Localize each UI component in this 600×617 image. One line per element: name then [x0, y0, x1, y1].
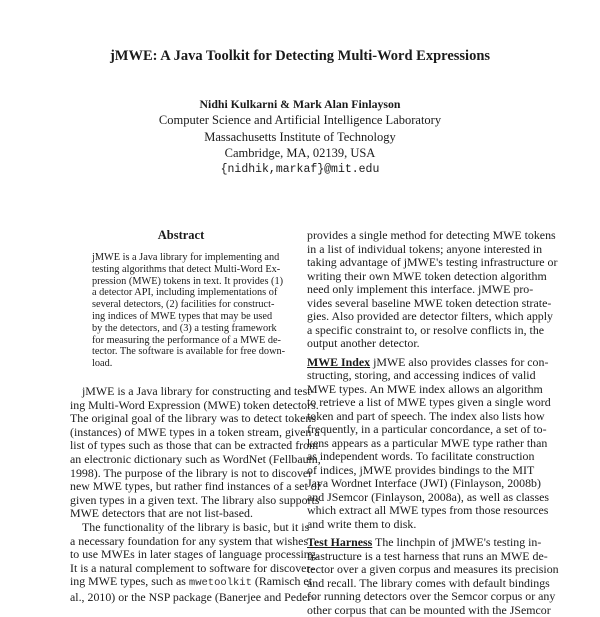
text-line: output another detector. [307, 337, 529, 351]
text-line: token and part of speech. The index also lists how [307, 410, 529, 424]
text-line: jMWE is a Java library for implementing and [92, 252, 270, 264]
text-line: need only implement this interface. jMWE pro- [307, 283, 529, 297]
text-line [70, 575, 288, 591]
text-line: several detectors, (2) facilities for construct- [92, 299, 270, 311]
address: Cambridge, MA, 02139, USA [0, 145, 600, 162]
text-line: and write them to disk. [307, 518, 529, 532]
text-line: to use MWEs in later stages of language processing. [70, 548, 288, 562]
text-line: testing algorithms that detect Multi-Word Ex- [92, 264, 270, 276]
abstract-heading: Abstract [92, 228, 270, 243]
text-line: frequently, in a particular concordance, a set of to- [307, 423, 529, 437]
text-line: ing indices of MWE types that may be used [92, 311, 270, 323]
affiliation: Computer Science and Artificial Intelligence Laboratory [0, 112, 600, 129]
text-line: a necessary foundation for any system that wishes [70, 535, 288, 549]
text-line: writing their own MWE token detection algorithm [307, 270, 529, 284]
text-line: tector over a given corpus and measures its precision [307, 563, 529, 577]
text-line: new MWE types, but rather find instances of a set of [70, 480, 288, 494]
text-line: structing, storing, and accessing indices of valid [307, 369, 529, 383]
section-heading: Test Harness [307, 535, 372, 549]
text-line: (instances) of MWE types in a token stream, given a [70, 426, 288, 440]
text-line: kens appears as a particular MWE type rather than [307, 437, 529, 451]
code-text: mwetoolkit [189, 577, 252, 589]
text-line: an electronic dictionary such as WordNet (Fellbaum, [70, 453, 288, 467]
text-line: Java Wordnet Interface (JWI) (Finlayson, 2008b) [307, 477, 529, 491]
text-line: in a list of individual tokens; anyone interested in [307, 243, 529, 257]
text-line: The functionality of the library is basic, but it is [70, 521, 288, 535]
text-span: (Ramisch et [252, 574, 312, 588]
text-line: jMWE is a Java library for constructing and test- [70, 385, 288, 399]
text-line: 1998). The purpose of the library is not to discover [70, 467, 288, 481]
text-line: load. [92, 358, 270, 370]
text-line: The original goal of the library was to detect tokens [70, 412, 288, 426]
text-span: jMWE also provides classes for con- [370, 355, 548, 369]
text-line: given types in a given text. The library also supports [70, 494, 288, 508]
text-line: which extract all MWE types from those resources [307, 504, 529, 518]
text-line: al., 2010) or the NSP package (Banerjee and Peder- [70, 591, 288, 605]
text-line: for measuring the performance of a MWE de- [92, 335, 270, 347]
text-line: other corpus that can be mounted with the JSemcor [307, 604, 529, 617]
authors: Nidhi Kulkarni & Mark Alan Finlayson [0, 96, 600, 113]
text-span: ing MWE types, such as [70, 574, 189, 588]
text-line: for running detectors over the Semcor corpus or any [307, 590, 529, 604]
abstract-body [92, 252, 270, 370]
text-line: to retrieve a list of MWE types given a single word [307, 396, 529, 410]
text-line: by the detectors, and (3) a testing framework [92, 323, 270, 335]
text-line: of indices, jMWE provides bindings to the MIT [307, 464, 529, 478]
right-column [307, 229, 529, 617]
text-line: gies. Also provided are detector filters, which apply [307, 310, 529, 324]
text-line: provides a single method for detecting MWE tokens [307, 229, 529, 243]
text-line [307, 536, 529, 550]
text-line: frastructure is a test harness that runs an MWE de- [307, 550, 529, 564]
text-span: The linchpin of jMWE's testing in- [372, 535, 541, 549]
paper-title: jMWE: A Java Toolkit for Detecting Multi-Word Expressions [0, 48, 600, 65]
text-line: It is a natural complement to software for discover- [70, 562, 288, 576]
section-heading: MWE Index [307, 355, 370, 369]
text-line: a specific constraint to, or resolve conflicts in, the [307, 324, 529, 338]
institution: Massachusetts Institute of Technology [0, 129, 600, 146]
text-line: and JSemcor (Finlayson, 2008a), as well as classes [307, 491, 529, 505]
email: {nidhik,markaf}@mit.edu [0, 162, 600, 179]
text-line: pression (MWE) tokens in text. It provides (1) [92, 276, 270, 288]
text-line: as independent words. To facilitate construction [307, 450, 529, 464]
text-line: tector. The software is available for free down- [92, 346, 270, 358]
text-line: list of types such as those that can be extracted from [70, 439, 288, 453]
text-line: MWE detectors that are not list-based. [70, 507, 288, 521]
text-line: taking advantage of jMWE's testing infrastructure or [307, 256, 529, 270]
text-line: and recall. The library comes with default bindings [307, 577, 529, 591]
text-line: ing Multi-Word Expression (MWE) token detectors. [70, 399, 288, 413]
text-line [307, 356, 529, 370]
text-line: vides several baseline MWE token detection strate- [307, 297, 529, 311]
text-line: a detector API, including implementations of [92, 287, 270, 299]
left-column [70, 385, 288, 605]
text-line: MWE types. An MWE index allows an algorithm [307, 383, 529, 397]
